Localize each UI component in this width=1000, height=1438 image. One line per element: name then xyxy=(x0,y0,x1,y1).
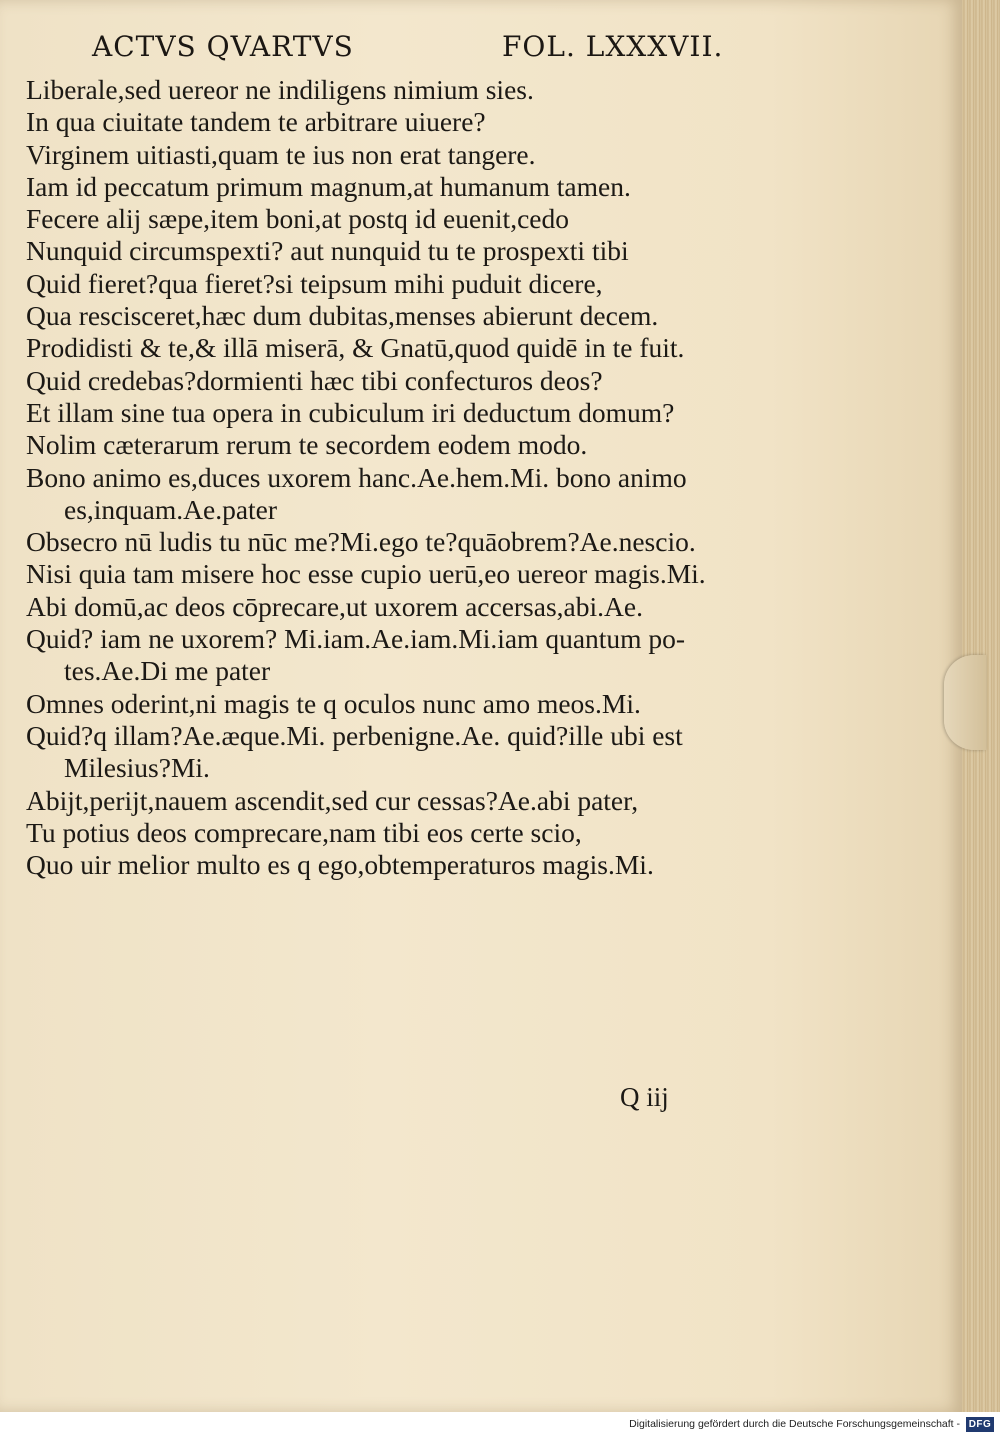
text-line: Nolim cæterarum rerum te secordem eodem modo. xyxy=(26,429,588,461)
text-line: Bono animo es,duces uxorem hanc.Ae.hem.Mi. bono animo xyxy=(26,461,687,493)
text-line: Milesius?Mi. xyxy=(64,752,210,784)
running-title: ACTVS QVARTVS xyxy=(92,30,354,63)
text-line: Virginem uitiasti,quam te ius non erat tangere. xyxy=(26,138,536,170)
text-line: tes.Ae.Di me pater xyxy=(64,655,271,687)
text-line: In qua ciuitate tandem te arbitrare uiuere? xyxy=(26,106,486,138)
text-line: Tu potius deos comprecare,nam tibi eos certe scio, xyxy=(26,816,582,848)
text-line: Abi domū,ac deos cōprecare,ut uxorem accersas,abi.Ae. xyxy=(26,590,643,622)
text-line: Iam id peccatum primum magnum,at humanum tamen. xyxy=(26,170,631,202)
text-line: Nunquid circumspexti? aut nunquid tu te prospexti tibi xyxy=(26,235,629,267)
text-line: es,inquam.Ae.pater xyxy=(64,493,278,525)
folio-number: FOL. LXXXVII. xyxy=(502,30,724,63)
text-line: Liberale,sed uereor ne indiligens nimium sies. xyxy=(26,74,534,105)
text-line: Qua rescisceret,hæc dum dubitas,menses abierunt decem. xyxy=(26,300,659,332)
digitization-footer xyxy=(0,1412,1000,1438)
page-tab xyxy=(944,655,986,750)
signature-mark: Q iij xyxy=(620,1082,669,1112)
text-line: Prodidisti & te,& illā miserā, & Gnatū,quod quidē in te fuit. xyxy=(26,332,685,364)
text-line: Quid credebas?dormienti hæc tibi confecturos deos? xyxy=(26,364,603,396)
text-line: Nisi quia tam misere hoc esse cupio uerū,eo uereor magis.Mi. xyxy=(26,558,706,590)
footer-credit: Digitalisierung gefördert durch die Deutsche Forschungsgemeinschaft - xyxy=(629,1418,960,1430)
page-header xyxy=(92,30,732,64)
text-line: Omnes oderint,ni magis te q oculos nunc amo meos.Mi. xyxy=(26,687,641,719)
dfg-logo-icon: DFG xyxy=(966,1417,994,1432)
text-line: Quid?q illam?Ae.æque.Mi. perbenigne.Ae. quid?ille ubi est xyxy=(26,719,683,751)
text-line: Abijt,perijt,nauem ascendit,sed cur cessas?Ae.abi pater, xyxy=(26,784,639,816)
text-line: Quid? iam ne uxorem? Mi.iam.Ae.iam.Mi.iam quantum po- xyxy=(26,623,686,655)
text-line: Obsecro nū ludis tu nūc me?Mi.ego te?quāobrem?Ae.nescio. xyxy=(26,526,696,558)
text-block xyxy=(26,74,936,881)
text-line: Quo uir melior multo es q ego,obtemperaturos magis.Mi. xyxy=(26,849,654,881)
text-line: Et illam sine tua opera in cubiculum iri deductum domum? xyxy=(26,396,675,428)
text-line: Quid fieret?qua fieret?si teipsum mihi puduit dicere, xyxy=(26,267,603,299)
text-line: Fecere alij sæpe,item boni,at postq id euenit,cedo xyxy=(26,203,569,235)
